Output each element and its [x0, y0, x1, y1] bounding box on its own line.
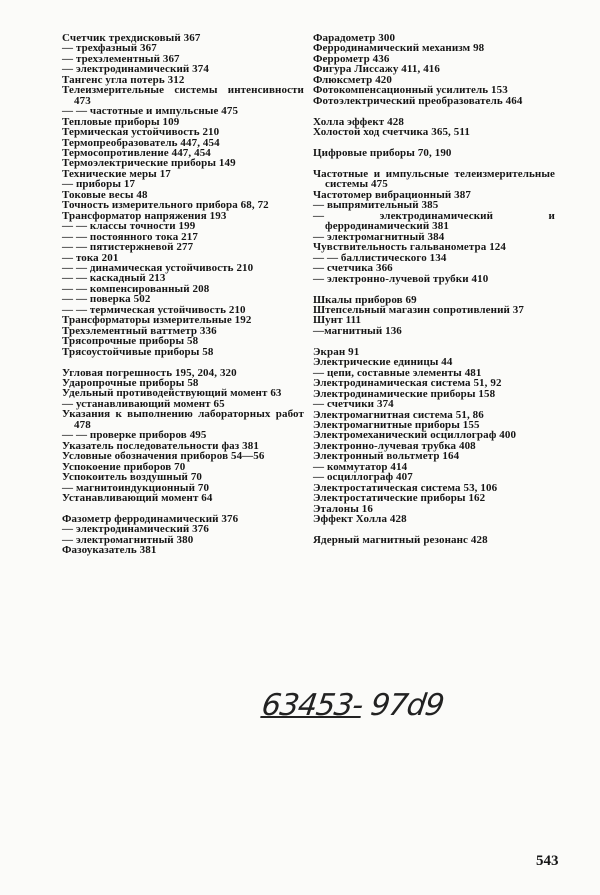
index-entry: Удельный противодействующий момент 63 — [62, 387, 282, 400]
index-entry: Указатель последовательности фаз 381 — [62, 439, 259, 452]
index-group — [313, 169, 555, 284]
index-entry: Трансформатор напряжения 193 — [62, 209, 227, 222]
index-entry: Феррометр 436 — [313, 52, 390, 65]
index-entry: — тока 201 — [62, 251, 119, 264]
index-entry: Электромагнитные приборы 155 — [313, 419, 480, 431]
index-group — [62, 368, 304, 504]
index-column-right — [313, 33, 555, 556]
index-entry: Успокоитель воздушный 70 — [62, 471, 203, 484]
index-entry: Электронный вольтметр 164 — [313, 450, 460, 463]
index-entry: — трехэлементный 367 — [62, 52, 180, 65]
index-group — [313, 148, 555, 158]
index-entry: Эффект Холла 428 — [313, 513, 407, 526]
index-entry: — выпрямительный 385 — [313, 199, 439, 212]
index-entry: —магнитный 136 — [313, 324, 402, 337]
index-entry: — счетчика 366 — [313, 262, 393, 275]
index-entry: Шунт 111 — [313, 314, 362, 327]
index-entry: — устанавливающий момент 65 — [62, 397, 225, 410]
index-entry: — цепи, составные элементы 481 — [313, 366, 482, 379]
index-entry: Электрические единицы 44 — [313, 356, 453, 369]
index-entry: Флюксметр 420 — [313, 73, 393, 86]
index-entry: Холла эффект 428 — [313, 115, 404, 128]
index-entry: — — баллистического 134 — [313, 251, 447, 264]
index-group — [62, 514, 304, 556]
index-entry: — коммутатор 414 — [313, 460, 408, 473]
index-entry: Шкалы приборов 69 — [313, 293, 417, 306]
index-entry: Тепловые приборы 109 — [62, 115, 180, 128]
index-entry: — — проверке приборов 495 — [62, 429, 207, 442]
index-entry: — — динамическая устойчивость 210 — [62, 261, 254, 274]
index-entry: Электродинамические приборы 158 — [313, 387, 496, 400]
handwritten-inventory-note — [260, 688, 446, 723]
index-entry: Эталоны 16 — [313, 502, 373, 515]
index-entry: Устанавливающий момент 64 — [62, 491, 213, 504]
index-entry: Фазоуказатель 381 — [62, 544, 157, 557]
index-entry: — — каскадный 213 — [62, 272, 166, 285]
index-entry: Телеизмерительные системы интенсивности 473 — [62, 84, 304, 107]
index-entry: — электромагнитный 380 — [62, 533, 194, 546]
index-entry: Чувствительность гальванометра 124 — [313, 241, 507, 254]
index-entry: Трехэлементный ваттметр 336 — [62, 324, 217, 337]
index-entry: — счетчики 374 — [313, 398, 394, 411]
index-entry: Трясопрочные приборы 58 — [62, 335, 199, 348]
index-entry: — — термическая устойчивость 210 — [62, 303, 246, 316]
index-entry: Термопреобразователь 447, 454 — [62, 136, 220, 149]
index-entry: — электромагнитный 384 — [313, 230, 445, 243]
index-entry: Ударопрочные приборы 58 — [62, 377, 199, 389]
index-entry: Термосопротивление 447, 454 — [62, 146, 211, 159]
index-entry: Угловая погрешность 195, 204, 320 — [62, 366, 237, 379]
index-entry: Фотоэлектрический преобразователь 464 — [313, 94, 523, 107]
index-entry: — магнитоиндукционный 70 — [62, 481, 210, 494]
index-entry: Успокоение приборов 70 — [62, 460, 186, 473]
page-number: 543 — [536, 853, 559, 869]
index-entry: Технические меры 17 — [62, 167, 171, 180]
index-entry: Условные обозначения приборов 54—56 — [62, 450, 265, 463]
index-entry: Термическая устойчивость 210 — [62, 126, 220, 139]
handwritten-code: 97d9 — [368, 688, 446, 723]
index-column-left — [62, 33, 304, 566]
index-entry: Счетчик трехдисковый 367 — [62, 32, 201, 44]
index-entry: — — постоянного тока 217 — [62, 230, 198, 243]
index-group — [313, 117, 555, 138]
index-group — [313, 33, 555, 106]
index-entry: Фазометр ферродинамический 376 — [62, 512, 239, 525]
index-entry: Точность измерительного прибора 68, 72 — [62, 199, 269, 212]
index-group — [313, 347, 555, 525]
index-entry: — электродинамический и ферродинамический 381 — [313, 209, 555, 233]
index-group — [313, 535, 555, 545]
index-entry: Электростатические приборы 162 — [313, 492, 486, 505]
index-entry: — трехфазный 367 — [62, 42, 157, 55]
index-entry: — — классы точности 199 — [62, 220, 196, 233]
index-entry: Электродинамическая система 51, 92 — [313, 377, 502, 390]
index-entry: Холостой ход счетчика 365, 511 — [313, 126, 470, 139]
index-entry: Электромагнитная система 51, 86 — [313, 408, 484, 421]
index-entry: Частотные и импульсные телеизмерительные системы 475 — [313, 168, 555, 191]
index-entry: Фотокомпенсационный усилитель 153 — [313, 84, 508, 97]
index-entry: Ферродинамический механизм 98 — [313, 42, 485, 55]
index-entry: — приборы 17 — [62, 178, 136, 191]
index-entry: — — поверка 502 — [62, 293, 151, 306]
index-entry: — электродинамический 376 — [62, 523, 209, 536]
index-entry: Указания к выполнению лабораторных работ 478 — [62, 408, 304, 431]
index-entry: Электромеханический осциллограф 400 — [313, 429, 517, 442]
index-entry: Фигура Лиссажу 411, 416 — [313, 63, 441, 76]
index-entry: Термоэлектрические приборы 149 — [62, 157, 236, 170]
index-entry: — — пятистержневой 277 — [62, 241, 194, 254]
handwritten-number: 63453- — [259, 688, 365, 723]
index-entry: Токовые весы 48 — [62, 188, 148, 201]
index-entry: — осциллограф 407 — [313, 471, 413, 484]
index-entry: Электронно-лучевая трубка 408 — [313, 439, 476, 452]
index-entry: Электростатическая система 53, 106 — [313, 481, 498, 494]
index-entry: Цифровые приборы 70, 190 — [313, 147, 452, 160]
index-entry: — — частотные и импульсные 475 — [62, 105, 239, 118]
index-entry: — электронно-лучевой трубки 410 — [313, 272, 489, 285]
index-entry: Штепсельный магазин сопротивлений 37 — [313, 303, 525, 316]
index-entry: Тангенс угла потерь 312 — [62, 73, 185, 86]
index-entry: Трансформаторы измерительные 192 — [62, 314, 252, 327]
index-entry: Фарадометр 300 — [313, 32, 396, 44]
index-entry: Трясоустойчивые приборы 58 — [62, 345, 214, 358]
index-group — [313, 295, 555, 337]
index-entry: — электродинамический 374 — [62, 63, 209, 76]
index-entry: Частотомер вибрационный 387 — [313, 188, 471, 201]
index-group — [62, 33, 304, 357]
index-entry: Экран 91 — [313, 345, 360, 358]
index-entry: — — компенсированный 208 — [62, 282, 210, 295]
index-entry: Ядерный магнитный резонанс 428 — [313, 534, 488, 547]
